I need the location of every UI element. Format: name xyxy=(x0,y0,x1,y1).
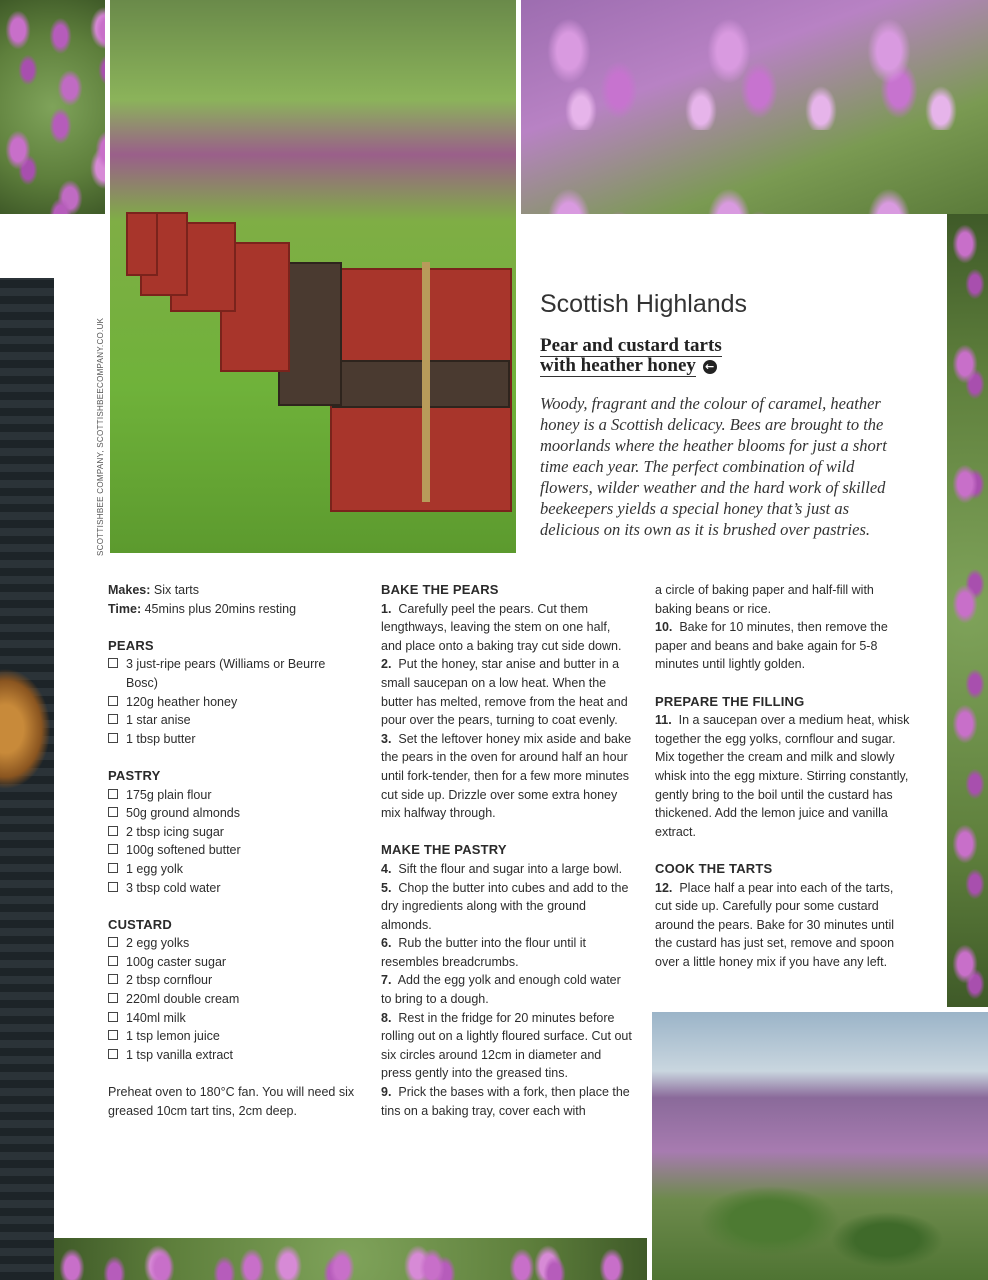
heather-photo-top-right xyxy=(521,0,988,214)
method-step: 7. Add the egg yolk and enough cold water to bring to a dough. xyxy=(381,973,621,1007)
method-column-1 xyxy=(381,581,633,1120)
checkbox-icon xyxy=(108,714,118,724)
make-pastry-heading: MAKE THE PASTRY xyxy=(381,842,507,858)
checkbox-icon xyxy=(108,937,118,947)
method-step: 9. Prick the bases with a fork, then place the tins on a baking tray, cover each with xyxy=(381,1085,630,1118)
method-step: 1. Carefully peel the pears. Cut them lengthways, leaving the stem on one half, and place onto a baking tray cut side down. xyxy=(381,601,622,653)
recipe-title-line2: with heather honey xyxy=(540,355,696,376)
method-step: 8. Rest in the fridge for 20 minutes before rolling out on a lightly floured surface. Cut out six circles around 12cm in diameter and press gently into the greased tins. xyxy=(381,1010,632,1081)
method-step-continued: a circle of baking paper and half-fill with baking beans or rice. xyxy=(655,583,874,616)
ingredient-item: 3 just-ripe pears (Williams or Beurre Bosc) xyxy=(108,655,358,692)
checkbox-icon xyxy=(108,956,118,966)
cook-tarts-heading: COOK THE TARTS xyxy=(655,860,773,876)
ingredient-item: 1 tbsp butter xyxy=(108,730,358,749)
ingredient-item: 175g plain flour xyxy=(108,786,358,805)
method-step: 11. In a saucepan over a medium heat, whisk together the egg yolks, cornflour and sugar. Mix together the cream and milk and slowly whisk into the egg mixture. Stirring constantly, gently bring to the boil until the custard has thickened. Add the lemon juice and vanilla extract. xyxy=(655,713,910,839)
method-step: 3. Set the leftover honey mix aside and bake the pears in the oven for around half an hour until fork-tender, then for a few more minutes cut side up. Drizzle over some extra honey mix halfway through. xyxy=(381,731,632,821)
ingredient-item: 120g heather honey xyxy=(108,693,358,712)
bake-pears-heading: BAKE THE PEARS xyxy=(381,582,499,597)
time-line: Time: 45mins plus 20mins resting xyxy=(108,601,297,616)
arrow-left-icon: ← xyxy=(703,360,717,374)
photo-credit: SCOTTISHBEE COMPANY, SCOTTISHBEECOMPANY.CO.UK xyxy=(96,317,105,556)
ingredient-item: 1 star anise xyxy=(108,711,358,730)
checkbox-icon xyxy=(108,807,118,817)
checkbox-icon xyxy=(108,993,118,1003)
prepare-filling-heading: PREPARE THE FILLING xyxy=(655,693,805,709)
ingredient-item: 2 egg yolks xyxy=(108,934,358,953)
ingredient-item: 2 tbsp icing sugar xyxy=(108,823,358,842)
ingredients-column xyxy=(108,581,358,1120)
preheat-note: Preheat oven to 180°C fan. You will need six greased 10cm tart tins, 2cm deep. xyxy=(108,1085,355,1118)
checkbox-icon xyxy=(108,882,118,892)
ingredient-item: 1 tsp lemon juice xyxy=(108,1027,358,1046)
heather-photo-bottom xyxy=(54,1238,647,1280)
ingredient-item: 100g caster sugar xyxy=(108,953,358,972)
ingredient-item: 3 tbsp cold water xyxy=(108,879,358,898)
checkbox-icon xyxy=(108,1049,118,1059)
pastry-heading: PASTRY xyxy=(108,767,161,783)
checkbox-icon xyxy=(108,658,118,668)
checkbox-icon xyxy=(108,733,118,743)
ingredient-item: 100g softened butter xyxy=(108,841,358,860)
recipe-title xyxy=(540,336,770,376)
pears-heading: PEARS xyxy=(108,637,154,653)
ingredient-item: 1 egg yolk xyxy=(108,860,358,879)
tart-photo-left xyxy=(0,278,54,1280)
method-step: 10. Bake for 10 minutes, then remove the paper and beans and bake again for 5-8 minutes until lightly golden. xyxy=(655,620,888,672)
checkbox-icon xyxy=(108,1012,118,1022)
ingredient-item: 50g ground almonds xyxy=(108,804,358,823)
checkbox-icon xyxy=(108,844,118,854)
checkbox-icon xyxy=(108,789,118,799)
beehives-photo xyxy=(110,0,516,553)
method-step: 6. Rub the butter into the flour until it resembles breadcrumbs. xyxy=(381,936,587,969)
method-step: 5. Chop the butter into cubes and add to the dry ingredients along with the ground almonds. xyxy=(381,880,629,932)
makes-line: Makes: Six tarts xyxy=(108,583,200,597)
custard-heading: CUSTARD xyxy=(108,916,172,932)
ingredient-item: 220ml double cream xyxy=(108,990,358,1009)
checkbox-icon xyxy=(108,826,118,836)
section-title: Scottish Highlands xyxy=(540,290,748,318)
intro-paragraph: Woody, fragrant and the colour of caramel, heather honey is a Scottish delicacy. Bees are brought to the moorlands where the heather blooms for just a short time each year. The perfect combination of wild flowers, wilder weather and the hard work of skilled beekeepers yields a special honey that’s just as delicious on its own as it is brushed over pastries. xyxy=(540,394,887,539)
checkbox-icon xyxy=(108,974,118,984)
ingredient-item: 140ml milk xyxy=(108,1009,358,1028)
method-column-2 xyxy=(655,581,911,971)
ingredient-item: 2 tbsp cornflour xyxy=(108,971,358,990)
heather-photo-right-edge xyxy=(947,214,988,1007)
method-step: 4. Sift the flour and sugar into a large bowl. xyxy=(381,861,623,876)
highlands-landscape-photo xyxy=(652,1012,988,1280)
checkbox-icon xyxy=(108,1030,118,1040)
checkbox-icon xyxy=(108,696,118,706)
heather-photo-top-left xyxy=(0,0,105,214)
checkbox-icon xyxy=(108,863,118,873)
method-step: 12. Place half a pear into each of the tarts, cut side up. Carefully pour some custard around the pears. Bake for 30 minutes until the custard has just set, remove and spoon over a little honey mix if you have any left. xyxy=(655,880,895,969)
recipe-title-line1: Pear and custard tarts xyxy=(540,335,722,356)
ingredient-item: 1 tsp vanilla extract xyxy=(108,1046,358,1065)
method-step: 2. Put the honey, star anise and butter in a small saucepan on a low heat. When the butter has melted, remove from the heat and pour over the pears, turning to coat evenly. xyxy=(381,657,628,728)
